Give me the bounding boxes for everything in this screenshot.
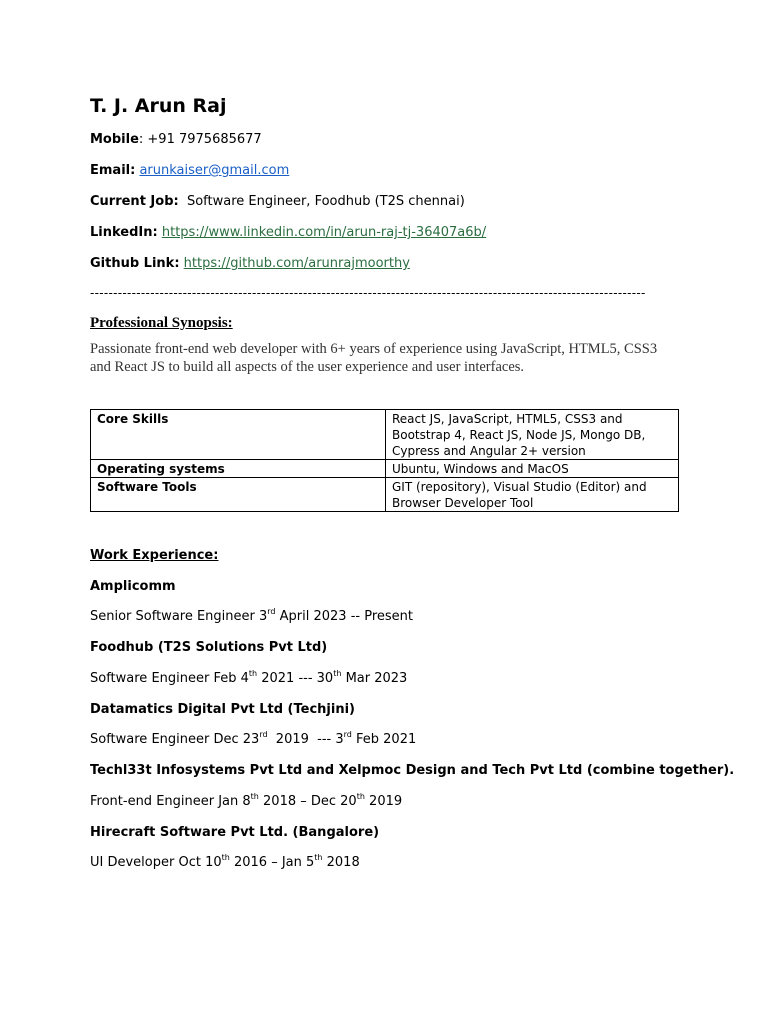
- github-line: [90, 256, 410, 272]
- job-role: [90, 852, 360, 871]
- role-text: Software Engineer Feb 4: [90, 671, 249, 686]
- role-text: 2019 --- 3: [267, 732, 344, 747]
- linkedin-link[interactable]: https://www.linkedin.com/in/arun-raj-tj-36407a6b/: [161, 225, 487, 240]
- role-text: 2018 – Dec 20: [258, 794, 357, 809]
- work-experience-heading: Work Experience:: [90, 548, 219, 563]
- job-role: [90, 606, 413, 625]
- role-text: Front-end Engineer Jan 8: [90, 794, 251, 809]
- table-row: [91, 460, 679, 478]
- candidate-name: T. J. Arun Raj: [90, 95, 227, 117]
- role-sup: rd: [267, 606, 276, 616]
- role-sup: rd: [259, 729, 268, 739]
- current-job-line: [90, 194, 465, 210]
- synopsis-heading: Professional Synopsis:: [90, 315, 233, 331]
- role-text: Mar 2023: [341, 671, 408, 686]
- mobile-value: : +91 7975685677: [138, 132, 262, 147]
- role-text: UI Developer Oct 10: [90, 855, 222, 870]
- role-sup: th: [356, 791, 365, 801]
- job-company: Techl33t Infosystems Pvt Ltd and Xelpmoc Design and Tech Pvt Ltd (combine together).: [90, 763, 735, 778]
- job-role: [90, 729, 417, 748]
- table-row: [91, 410, 679, 460]
- skills-value: GIT (repository), Visual Studio (Editor) and Browser Developer Tool: [386, 478, 679, 512]
- mobile-line: [90, 132, 262, 148]
- role-text: Feb 2021: [351, 732, 417, 747]
- linkedin-label: LinkedIn:: [90, 225, 158, 240]
- role-text: 2021 --- 30: [257, 671, 334, 686]
- role-text: Software Engineer Dec 23: [90, 732, 260, 747]
- mobile-label: Mobile: [90, 132, 139, 147]
- role-text: Senior Software Engineer 3: [90, 609, 268, 624]
- job-role: [90, 791, 403, 810]
- skills-value: React JS, JavaScript, HTML5, CSS3 and Bootstrap 4, React JS, Node JS, Mongo DB, Cypress and Angular 2+ version: [386, 410, 679, 460]
- role-text: 2019: [364, 794, 403, 809]
- email-link[interactable]: arunkaiser@gmail.com: [139, 163, 290, 178]
- skills-table: [90, 409, 679, 512]
- role-sup: th: [221, 852, 230, 862]
- current-job-value: Software Engineer, Foodhub (T2S chennai): [186, 194, 465, 209]
- skills-label: Core Skills: [91, 410, 386, 460]
- synopsis-text: Passionate front-end web developer with 6+ years of experience using JavaScript, HTML5, CSS3 and React JS to build all aspects of the user experience and user interfaces.: [90, 341, 658, 375]
- email-label: Email:: [90, 163, 136, 178]
- email-line: [90, 163, 289, 179]
- skills-label: Operating systems: [91, 460, 386, 478]
- linkedin-line: [90, 225, 486, 241]
- table-row: [91, 478, 679, 512]
- role-text: April 2023 -- Present: [275, 609, 413, 624]
- job-company: Hirecraft Software Pvt Ltd. (Bangalore): [90, 825, 380, 840]
- role-sup: th: [333, 668, 342, 678]
- github-link[interactable]: https://github.com/arunrajmoorthy: [183, 256, 410, 271]
- role-text: 2018: [322, 855, 360, 870]
- job-company: Amplicomm: [90, 579, 176, 594]
- role-sup: th: [314, 852, 323, 862]
- job-company: Foodhub (T2S Solutions Pvt Ltd): [90, 640, 328, 655]
- skills-value: Ubuntu, Windows and MacOS: [386, 460, 679, 478]
- role-sup: th: [248, 668, 258, 678]
- job-role: [90, 668, 408, 687]
- github-label: Github Link:: [90, 256, 180, 271]
- role-sup: rd: [343, 729, 352, 739]
- role-text: 2016 – Jan 5: [229, 855, 315, 870]
- current-job-label: Current Job:: [90, 194, 179, 209]
- skills-label: Software Tools: [91, 478, 386, 512]
- role-sup: th: [250, 791, 259, 801]
- divider: ------------------------------------------------------------------------------------------------------------------------: [90, 286, 646, 300]
- job-company: Datamatics Digital Pvt Ltd (Techjini): [90, 702, 355, 717]
